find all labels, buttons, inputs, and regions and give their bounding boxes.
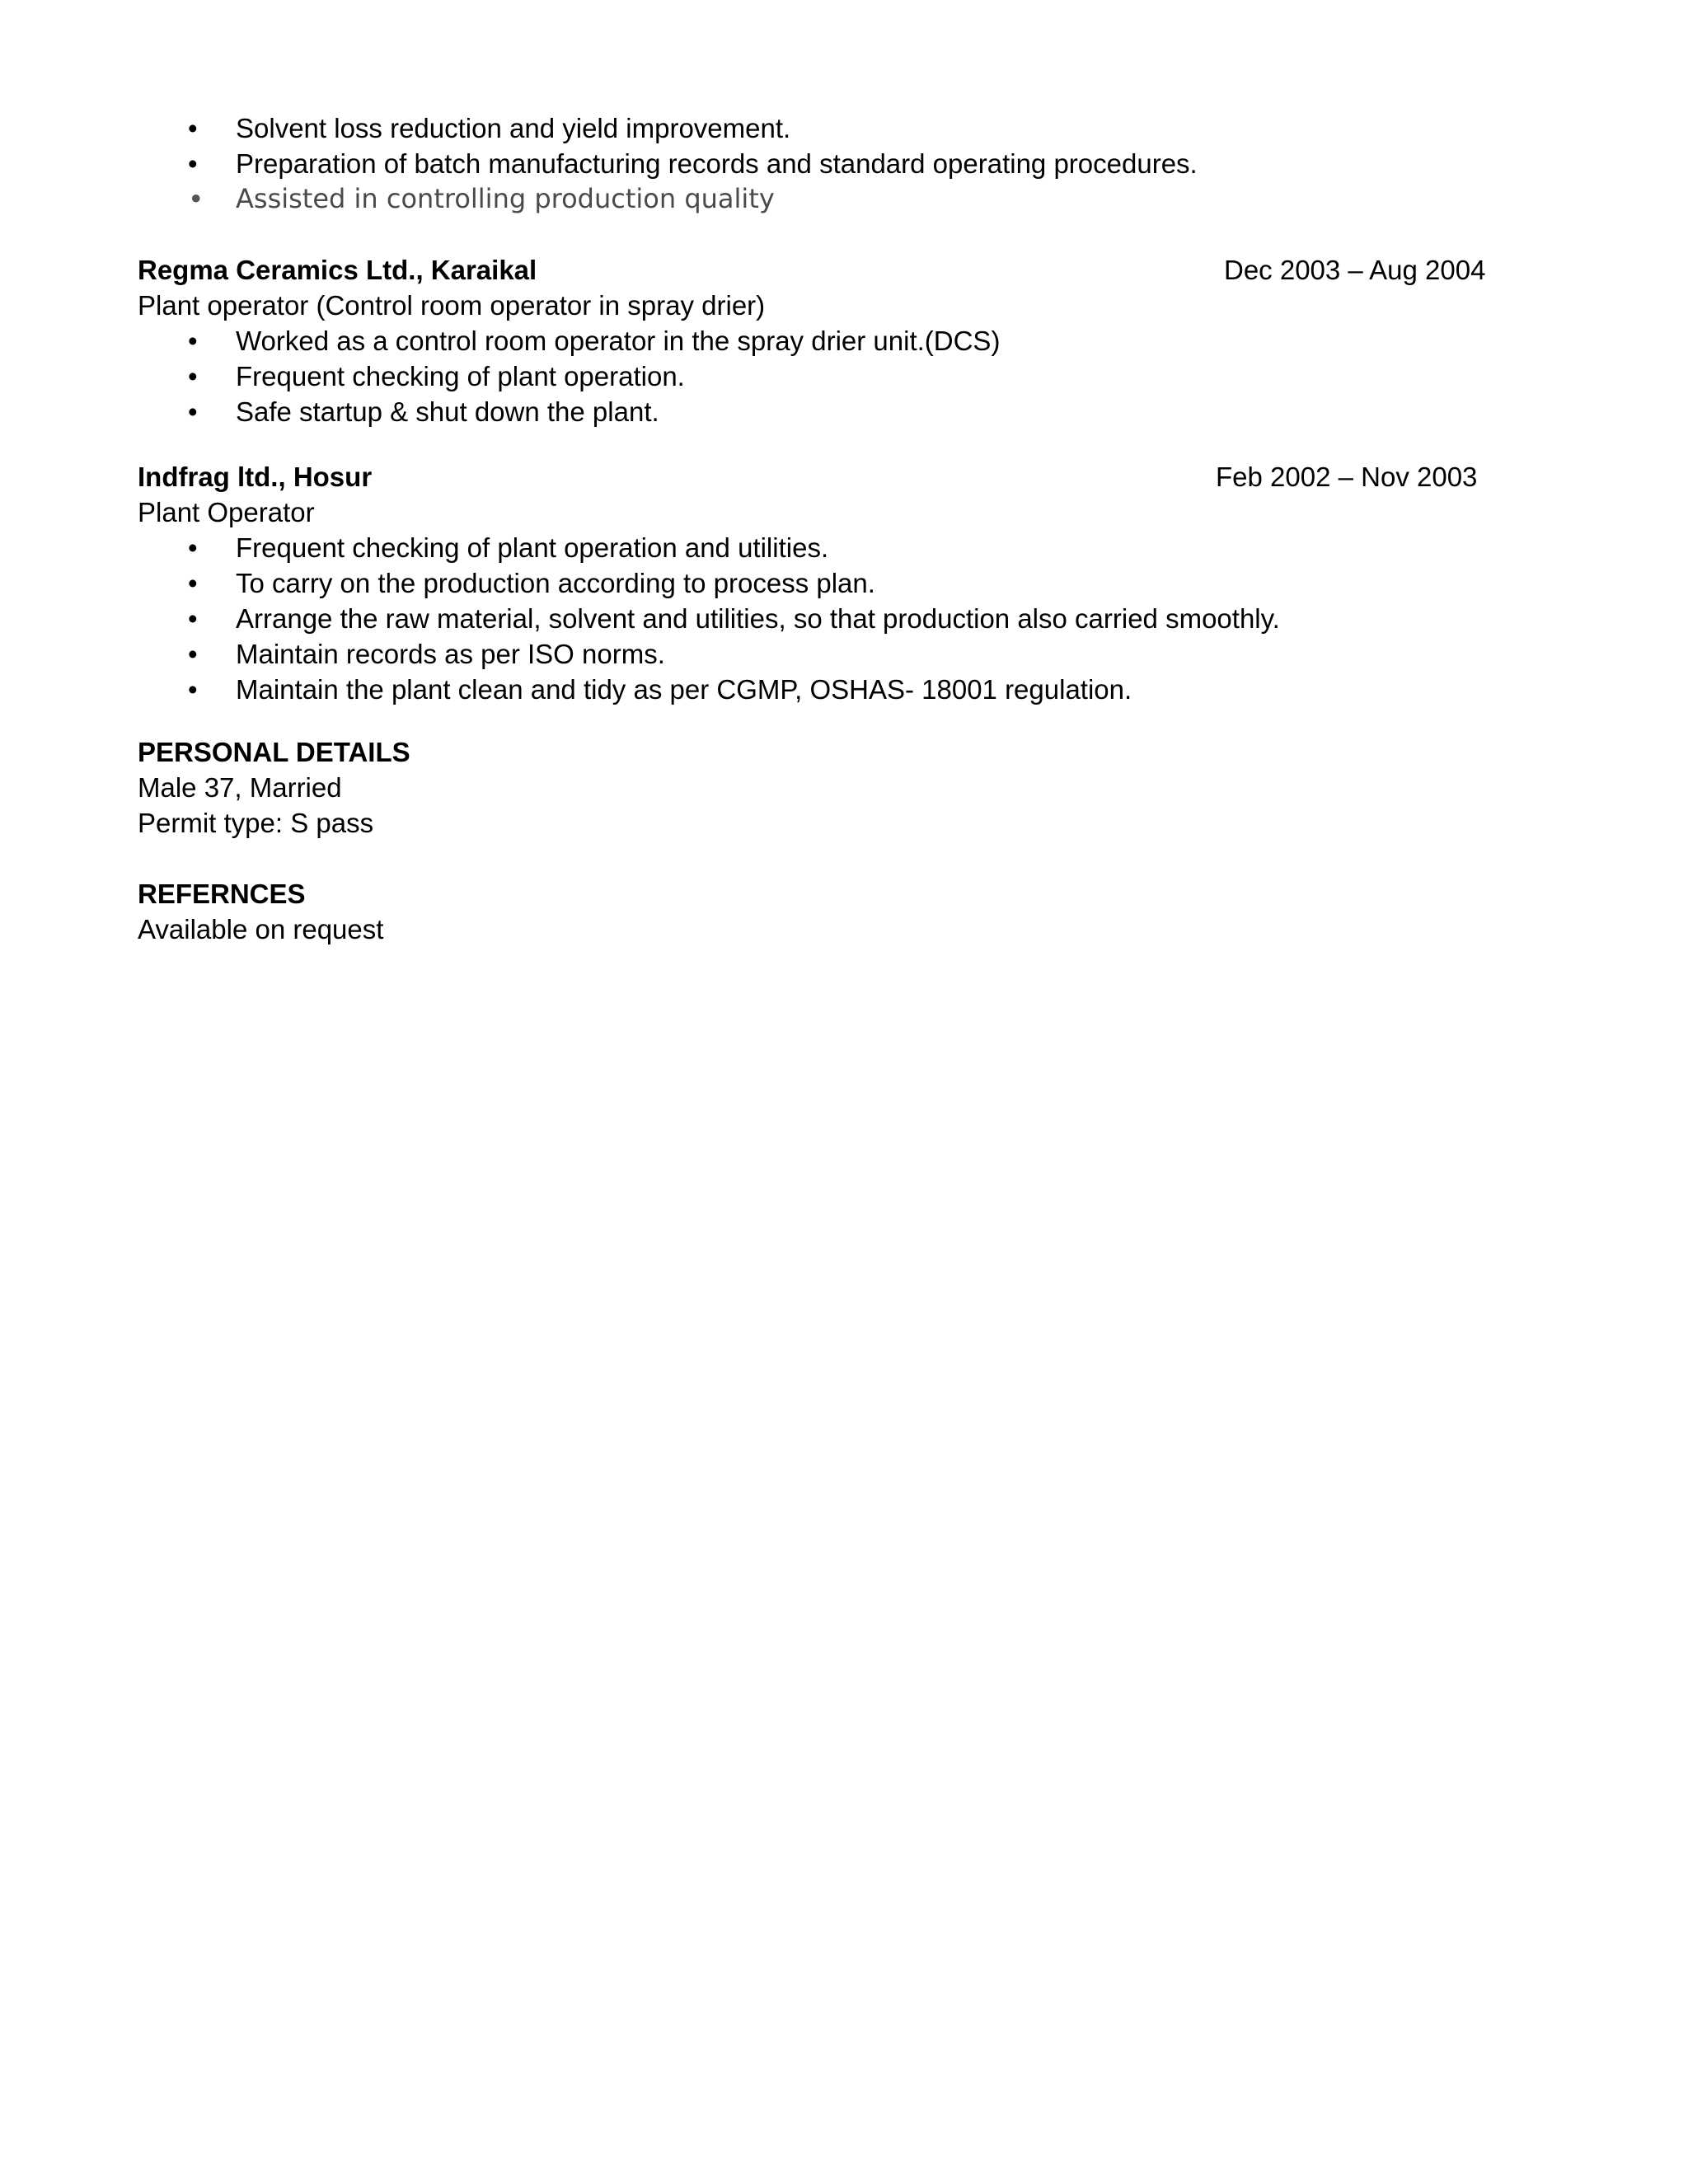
bullet-icon: • [188,396,198,427]
company-name: Regma Ceramics Ltd., Karaikal [138,255,537,285]
job-dates: Feb 2002 – Nov 2003 [1216,462,1478,492]
job-role: Plant operator (Control room operator in spray drier) [138,290,766,321]
references-text: Available on request [138,914,384,944]
bullet-icon: • [188,603,198,634]
bullet-icon: • [188,113,198,143]
list-item: • Maintain records as per ISO norms. [138,636,1498,672]
previous-job-bullets [138,110,1498,217]
job-dates: Dec 2003 – Aug 2004 [1224,255,1486,285]
job-regma-ceramics [138,252,1498,429]
bullet-icon: • [188,183,204,215]
list-item: • Worked as a control room operator in the spray drier unit.(DCS) [138,323,1498,359]
bullet-icon: • [188,326,198,356]
personal-detail-line: Permit type: S pass [138,808,374,838]
company-name: Indfrag ltd., Hosur [138,462,373,492]
list-item: • Maintain the plant clean and tidy as per CGMP, OSHAS- 18001 regulation. [138,672,1498,707]
list-item: • To carry on the production according to process plan. [138,565,1498,601]
section-heading: PERSONAL DETAILS [138,737,410,767]
list-item: • Frequent checking of plant operation. [138,359,1498,394]
bullet-icon: • [188,148,198,179]
bullet-icon: • [188,361,198,391]
section-heading: REFERNCES [138,879,306,909]
bullet-icon: • [188,674,198,705]
personal-details-section [138,734,1498,841]
list-item: • Frequent checking of plant operation and utilities. [138,530,1498,565]
list-item: • Safe startup & shut down the plant. [138,394,1498,429]
bullet-icon: • [188,639,198,669]
bullet-icon: • [188,532,198,563]
job-indfrag [138,459,1498,707]
references-section [138,876,1498,947]
list-item: • Solvent loss reduction and yield improvement. [138,110,1498,146]
list-item: • Arrange the raw material, solvent and utilities, so that production also carried smoothly. [138,601,1498,636]
personal-detail-line: Male 37, Married [138,772,342,803]
job-role: Plant Operator [138,497,315,527]
list-item: • Assisted in controlling production quality [188,183,775,215]
job-header [138,459,1498,494]
job-header [138,252,1498,288]
list-item: • Preparation of batch manufacturing records and standard operating procedures. [138,146,1498,181]
bullet-icon: • [188,568,198,598]
